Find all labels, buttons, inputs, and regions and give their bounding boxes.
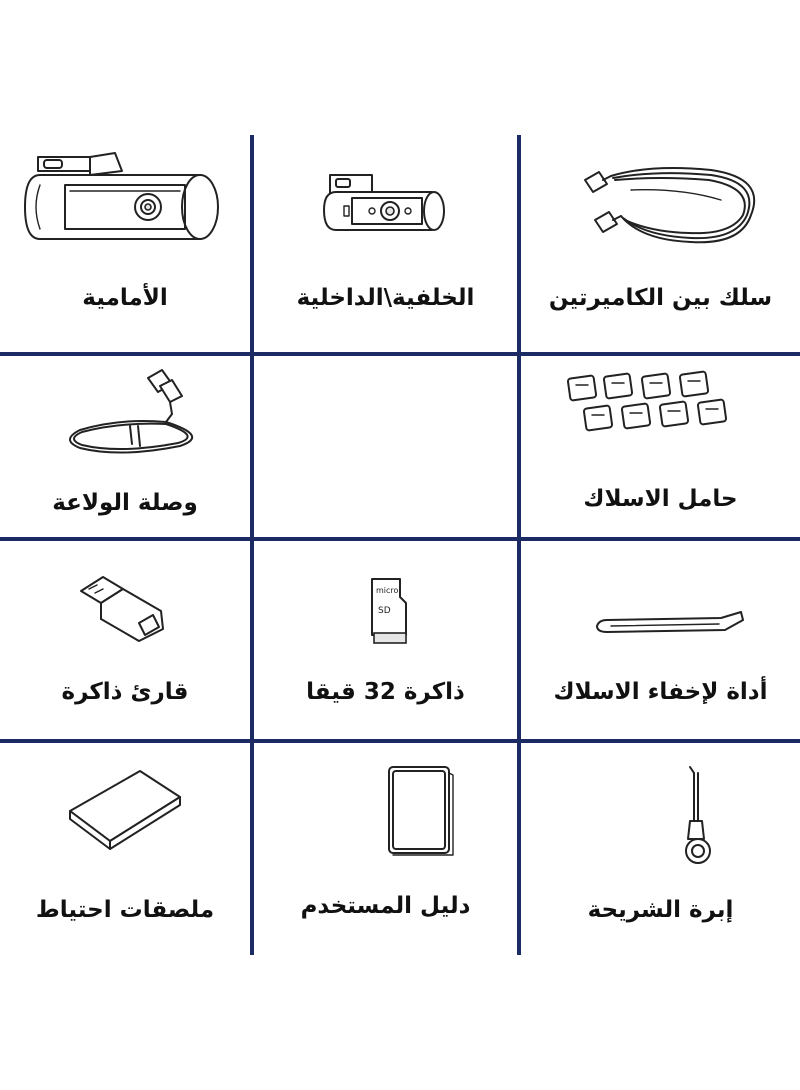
adhesive-pad-icon [60,763,190,863]
cell-sim-pin [521,743,800,955]
label-memory-card: ذاكرة 32 قيقا [306,679,465,705]
cell-spare-stickers [0,743,250,955]
cell-rear-camera [254,135,517,352]
cell-cable-holder [521,356,800,537]
label-camera-cable: سلك بين الكاميرتين [548,285,773,311]
cell-empty [254,356,517,537]
cell-user-manual [254,743,517,955]
cable-clips-icon [561,371,761,441]
label-user-manual: دليل المستخدم [300,893,471,919]
label-cable-tool: أداة لإخفاء الاسلاك [553,679,768,705]
label-cable-holder: حامل الاسلاك [583,486,738,512]
cell-memory-reader [0,541,250,739]
cell-memory-card [254,541,517,739]
svg-text:SD: SD [378,606,391,616]
cell-lighter-adapter [0,356,250,537]
rear-camera-icon [322,170,452,245]
label-memory-reader: قارئ ذاكرة [61,679,189,705]
label-lighter-adapter: وصلة الولاعة [52,490,198,516]
label-front-camera: الأمامية [82,285,168,311]
cell-camera-cable [521,135,800,352]
manual-icon [379,761,459,861]
label-rear-camera: الخلفية\الداخلية [296,285,475,311]
lighter-adapter-icon [60,366,210,466]
cell-cable-tool [521,541,800,739]
sim-pin-icon [676,761,726,871]
camera-cable-icon [571,160,771,260]
card-reader-icon [75,571,175,646]
cell-front-camera [0,135,250,352]
pry-tool-icon [591,606,751,646]
front-camera-icon [20,145,230,255]
label-spare-stickers: ملصقات احتياط [35,897,215,923]
micro-sd-icon [362,573,422,648]
label-sim-pin: إبرة الشريحة [587,897,734,923]
svg-text:micro: micro [376,586,399,595]
